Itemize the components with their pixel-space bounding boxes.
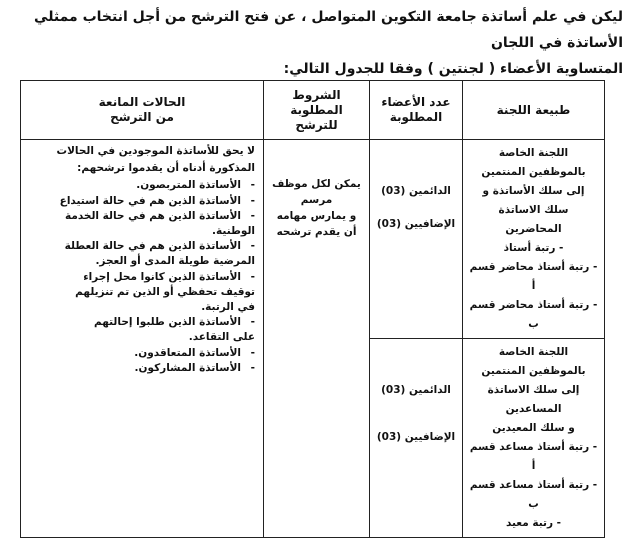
list-item: - رتبة أستاذ [469, 239, 598, 258]
list-item: - الأساتذة الذين كانوا محل إجراء [31, 270, 255, 285]
table-header-row [21, 81, 605, 140]
header-committee-nature: طبيعة اللجنة [463, 81, 605, 140]
disqualifying-cases-cell: لا يحق للأساتذة الموجودين في الحالات المذكورة أدناه أن يقدموا ترشحهم: - الأساتذة المتربصون. - الأساتذة الذين هم في حالة استيداع - الأساتذة الذين هم في حالة الخدمة الوطنية. - الأساتذة الذين هم في حالة العطلة المرضية طويلة المدى أو العجز. - الأساتذة الذين كانوا محل إجراء توقيف تحفظي أو الذين تم تنزيلهم في الرتبة. - الأساتذة الذين طلبوا إحالتهم على التقاعد. - الأساتذة المتعاقدون. - الأساتذة المشاركون. [21, 140, 264, 538]
conditions-cell: يمكن لكل موظف مرسم و يمارس مهامه أن يقدم ترشحه [264, 140, 370, 538]
list-item: - رتبة أستاذ مساعد قسم أ [469, 438, 598, 476]
permanent-count: الدائمين (03) [381, 185, 451, 197]
substitute-count: الإضافيين (03) [376, 218, 456, 230]
list-item: - الأساتذة الذين طلبوا إحالتهم [31, 315, 255, 330]
header-member-count: عدد الأعضاء المطلوبة [370, 81, 463, 140]
list-item: - رتبة أستاذ محاضر قسم ب [469, 296, 598, 334]
committee2-count [370, 339, 463, 538]
list-item: - الأساتذة المتربصون. [31, 178, 255, 193]
list-item: - الأساتذة الذين هم في حالة العطلة [31, 239, 255, 254]
list-item: - الأساتذة المتعاقدون. [31, 346, 255, 361]
list-item: - رتبة أستاذ محاضر قسم أ [469, 258, 598, 296]
intro-line-1: ليكن في علم أساتذة جامعة التكوين المتواصل ، عن فتح الترشح من أجل انتخاب ممثلي الأساتذة في اللجان [34, 9, 623, 51]
committee2-nature: اللجنة الخاصة بالموظفين المنتمين إلى سلك الاساتذة المساعدين و سلك المعيدين - رتبة أستاذ مساعد قسم أ - رتبة أستاذ مساعد قسم ب - رتبة معيد [463, 339, 605, 538]
intro-text [8, 4, 623, 82]
list-item: - الأساتذة الذين هم في حالة استيداع [31, 194, 255, 209]
committees-table [20, 80, 605, 538]
header-disqualifying-cases: الحالات المانعة من الترشح [21, 81, 264, 140]
list-item: - الأساتذة الذين هم في حالة الخدمة [31, 209, 255, 224]
table-row [21, 140, 605, 339]
list-item: - رتبة أستاذ مساعد قسم ب [469, 476, 598, 514]
permanent-count: الدائمين (03) [381, 384, 451, 396]
substitute-count: الإضافيين (03) [376, 431, 456, 443]
committee1-nature: اللجنة الخاصة بالموظفين المنتمين إلى سلك الأساتذة و سلك الاساتذة المحاضرين - رتبة أستاذ - رتبة أستاذ محاضر قسم أ - رتبة أستاذ محاضر قسم ب [463, 140, 605, 339]
list-item: - الأساتذة المشاركون. [31, 361, 255, 376]
committee1-count [370, 140, 463, 339]
list-item: - رتبة معيد [469, 514, 598, 533]
intro-line-2: المتساوية الأعضاء ( لجنتين ) وفقا للجدول التالي: [283, 61, 623, 77]
header-conditions: الشروط المطلوبة للترشح [264, 81, 370, 140]
